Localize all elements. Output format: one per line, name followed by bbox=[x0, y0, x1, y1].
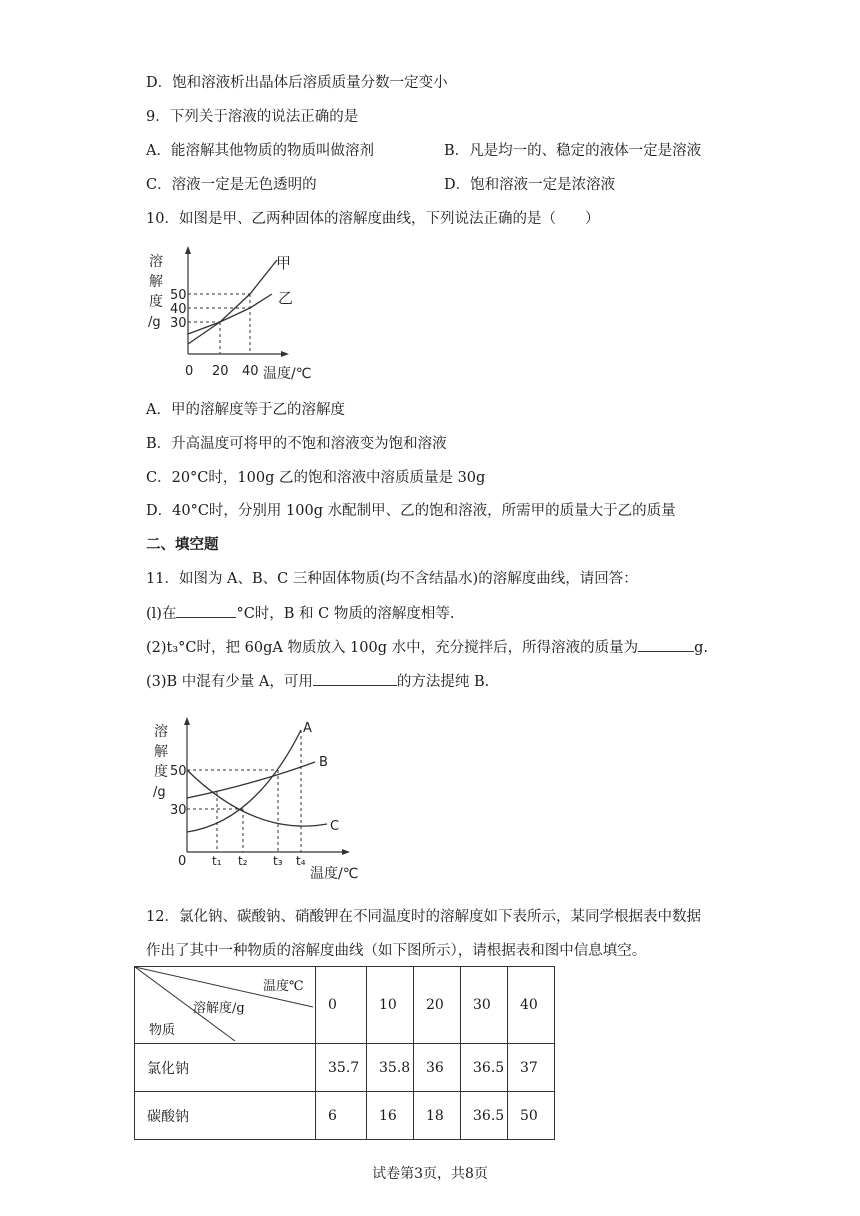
row-name-na2co3: 碳酸钠 bbox=[135, 1092, 316, 1140]
table-cell: 6 bbox=[316, 1092, 367, 1140]
q10-xtick-0: 0 bbox=[185, 364, 194, 379]
q12-line2: 作出了其中一种物质的溶解度曲线（如下图所示），请根据表和图中信息填空。 bbox=[146, 943, 647, 959]
q11-curve-a bbox=[187, 730, 301, 832]
q10-ytick-30: 30 bbox=[170, 316, 187, 331]
q11-xtick-0: 0 bbox=[178, 854, 187, 869]
q11-label-b: B bbox=[319, 755, 328, 770]
q11-part1 bbox=[146, 603, 454, 624]
table-header-row bbox=[135, 967, 555, 1044]
page-footer: 试卷第3页，共8页 bbox=[372, 1166, 488, 1182]
header-temperature: 温度℃ bbox=[263, 979, 304, 994]
q11-part2-suffix: g. bbox=[694, 640, 709, 656]
q11-ylabel-2: 解 bbox=[154, 744, 168, 760]
solubility-table bbox=[134, 966, 555, 1140]
table-cell: 16 bbox=[367, 1092, 414, 1140]
q10-y-arrow bbox=[185, 246, 191, 254]
q11-solubility-graph bbox=[145, 712, 370, 887]
q10-curve-yi bbox=[188, 294, 272, 334]
q11-curve-c bbox=[187, 770, 327, 826]
table-cell: 36.5 bbox=[461, 1044, 508, 1092]
header-temp-30: 30 bbox=[461, 967, 508, 1044]
q11-xtick-t3: t₃ bbox=[273, 854, 283, 868]
q10-ylabel-4: /g bbox=[148, 315, 161, 330]
q11-blank-1[interactable] bbox=[176, 603, 236, 618]
q11-xtick-t4: t₄ bbox=[296, 854, 306, 868]
q11-stem: 11．如图为 A、B、C 三种固体物质(均不含结晶水)的溶解度曲线，请回答： bbox=[146, 571, 638, 587]
q11-ylabel-1: 溶 bbox=[154, 724, 168, 740]
q11-x-arrow bbox=[342, 849, 350, 855]
q11-part2 bbox=[146, 637, 708, 658]
table-cell: 35.8 bbox=[367, 1044, 414, 1092]
q11-curve-b bbox=[187, 762, 315, 798]
q11-label-a: A bbox=[303, 721, 312, 736]
q10-solubility-graph bbox=[140, 244, 330, 389]
q10-ytick-50: 50 bbox=[170, 288, 187, 303]
header-temp-20: 20 bbox=[414, 967, 461, 1044]
q10-option-b: B．升高温度可将甲的不饱和溶液变为饱和溶液 bbox=[146, 436, 447, 452]
header-temp-0: 0 bbox=[316, 967, 367, 1044]
q11-ylabel-4: /g bbox=[153, 785, 166, 800]
q11-part2-prefix: (2)t₃°C时，把 60gA 物质放入 100g 水中，充分搅拌后，所得溶液的质量为 bbox=[146, 640, 639, 656]
table-diagonal-header bbox=[135, 967, 316, 1044]
header-substance: 物质 bbox=[149, 1023, 176, 1038]
q10-label-jia: 甲 bbox=[276, 254, 292, 272]
q11-label-c: C bbox=[330, 819, 340, 834]
q10-xlabel: 温度/℃ bbox=[263, 366, 312, 382]
table-cell: 35.7 bbox=[316, 1044, 367, 1092]
q10-x-arrow bbox=[281, 351, 289, 357]
table-row bbox=[135, 1092, 555, 1140]
row-name-nacl: 氯化钠 bbox=[135, 1044, 316, 1092]
q10-ylabel-3: 度 bbox=[149, 294, 163, 310]
table-cell: 18 bbox=[414, 1092, 461, 1140]
q11-blank-2[interactable] bbox=[638, 637, 694, 652]
q11-part1-suffix: °C时，B 和 C 物质的溶解度相等. bbox=[236, 606, 455, 622]
q10-ylabel-1: 溶 bbox=[149, 254, 163, 270]
q11-xtick-t1: t₁ bbox=[212, 854, 222, 868]
table-cell: 36.5 bbox=[461, 1092, 508, 1140]
q11-xlabel: 温度/℃ bbox=[310, 866, 359, 882]
table-cell: 50 bbox=[508, 1092, 555, 1140]
q11-y-arrow bbox=[184, 717, 190, 725]
q11-part1-prefix: (l)在 bbox=[146, 606, 177, 622]
q12-line1: 12．氯化钠、碳酸钠、硝酸钾在不同温度时的溶解度如下表所示，某同学根据表中数据 bbox=[146, 909, 701, 925]
q10-xtick-40: 40 bbox=[242, 364, 259, 379]
q11-xtick-t2: t₂ bbox=[238, 854, 248, 868]
q10-curve-jia bbox=[188, 260, 277, 344]
q11-part3-prefix: (3)B 中混有少量 A，可用 bbox=[146, 674, 313, 690]
q10-stem: 10．如图是甲、乙两种固体的溶解度曲线，下列说法正确的是（ ） bbox=[146, 211, 600, 227]
section-fill-in-title: 二、填空题 bbox=[146, 536, 219, 553]
header-solubility: 溶解度/g bbox=[193, 1001, 245, 1016]
q11-ytick-50: 50 bbox=[170, 764, 187, 779]
q10-ylabel-2: 解 bbox=[149, 274, 163, 290]
q11-ytick-30: 30 bbox=[170, 803, 187, 818]
table-row bbox=[135, 1044, 555, 1092]
header-temp-10: 10 bbox=[367, 967, 414, 1044]
q9-stem: 9．下列关于溶液的说法正确的是 bbox=[146, 109, 359, 125]
q9-option-d: D．饱和溶液一定是浓溶液 bbox=[444, 177, 616, 193]
q10-ytick-40: 40 bbox=[170, 302, 187, 317]
q11-part3-suffix: 的方法提纯 B. bbox=[396, 674, 490, 690]
q11-ylabel-3: 度 bbox=[154, 764, 168, 780]
table-cell: 36 bbox=[414, 1044, 461, 1092]
q10-xtick-20: 20 bbox=[212, 364, 229, 379]
q10-option-c: C．20°C时，100g 乙的饱和溶液中溶质质量是 30g bbox=[146, 470, 486, 486]
q11-blank-3[interactable] bbox=[313, 671, 397, 686]
q10-label-yi: 乙 bbox=[278, 289, 294, 307]
q9-option-c: C．溶液一定是无色透明的 bbox=[146, 177, 317, 193]
q9-option-b: B．凡是均一的、稳定的液体一定是溶液 bbox=[444, 143, 702, 159]
q10-option-a: A．甲的溶解度等于乙的溶解度 bbox=[146, 402, 345, 418]
q10-option-d: D．40°C时，分别用 100g 水配制甲、乙的饱和溶液，所需甲的质量大于乙的质量 bbox=[146, 503, 676, 519]
q9-option-a: A．能溶解其他物质的物质叫做溶剂 bbox=[146, 143, 374, 159]
q11-part3 bbox=[146, 671, 489, 692]
q8-option-d: D．饱和溶液析出晶体后溶质质量分数一定变小 bbox=[146, 75, 448, 91]
table-cell: 37 bbox=[508, 1044, 555, 1092]
header-temp-40: 40 bbox=[508, 967, 555, 1044]
